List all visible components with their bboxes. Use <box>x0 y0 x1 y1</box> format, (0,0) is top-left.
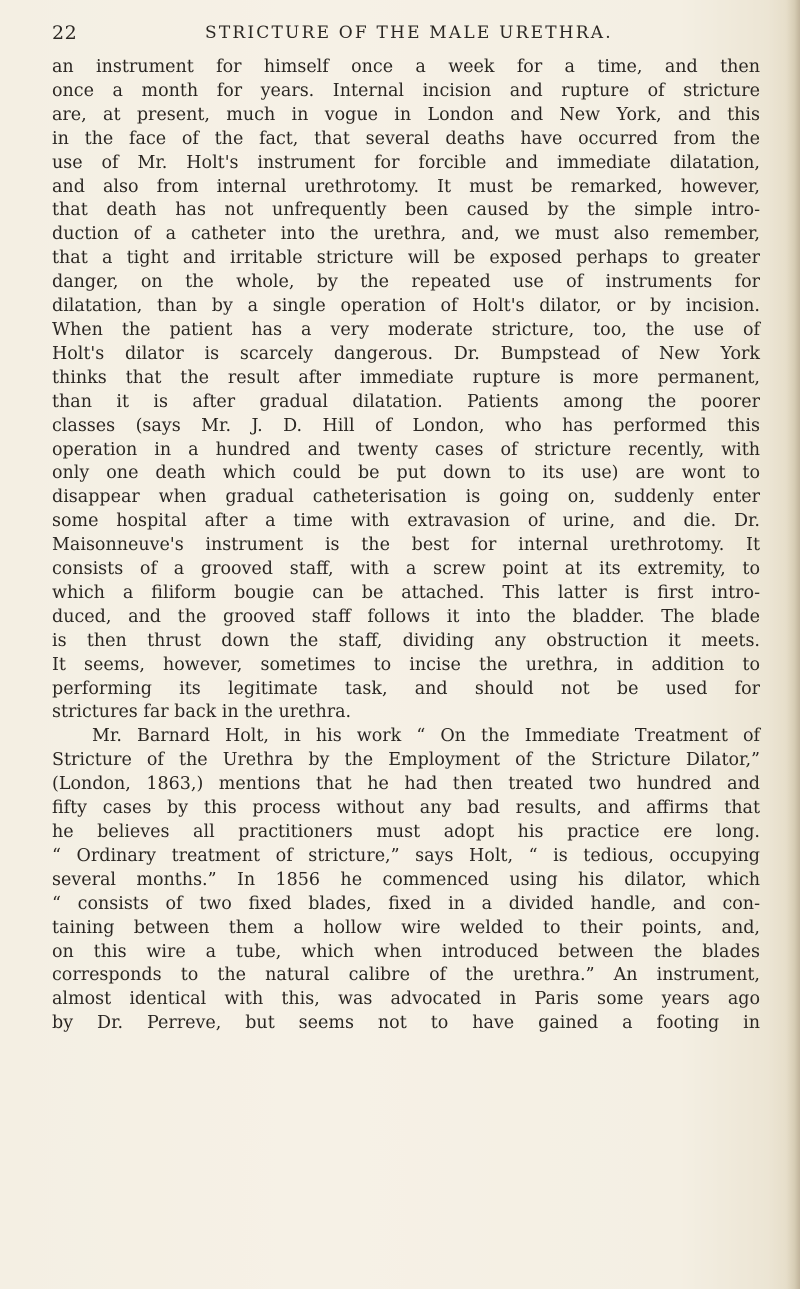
text-line: he believes all practitioners must adopt his practice ere long. <box>52 822 760 842</box>
text-line: classes (says Mr. J. D. Hill of London, who has performed this <box>52 415 760 436</box>
body-text <box>52 56 760 1036</box>
text-line: by Dr. Perreve, but seems not to have gained a footing in <box>52 1013 760 1034</box>
text-line: which a filiform bougie can be attached. This latter is first intro- <box>52 582 760 603</box>
text-line: “ Ordinary treatment of stricture,” says Holt, “ is tedious, occupying <box>52 845 760 866</box>
text-line: duced, and the grooved staff follows it into the bladder. The blade <box>52 606 760 627</box>
paragraph-start-line: Mr. Barnard Holt, in his work “ On the Immediate Treatment of <box>92 726 760 747</box>
text-line: operation in a hundred and twenty cases of stricture recently, with <box>52 439 760 460</box>
text-line: use of Mr. Holt's instrument for forcible and immediate dilatation, <box>52 152 760 173</box>
text-line: It seems, however, sometimes to incise the urethra, in addition to <box>52 654 760 675</box>
text-line: is then thrust down the staff, dividing any obstruction it meets. <box>52 630 760 651</box>
text-line: performing its legitimate task, and should not be used for <box>52 678 760 699</box>
page-header <box>52 22 752 46</box>
text-line: in the face of the fact, that several deaths have occurred from the <box>52 128 760 149</box>
text-line: Holt's dilator is scarcely dangerous. Dr. Bumpstead of New York <box>52 343 760 364</box>
text-line: Maisonneuve's instrument is the best for internal urethrotomy. It <box>52 535 760 556</box>
text-line: only one death which could be put down to its use) are wont to <box>52 463 760 484</box>
text-line: danger, on the whole, by the repeated use of instruments for <box>52 272 760 293</box>
running-title: STRICTURE OF THE MALE URETHRA. <box>205 23 613 43</box>
text-line: several months.” In 1856 he commenced using his dilator, which <box>52 869 760 890</box>
text-line: fifty cases by this process without any bad results, and affirms that <box>52 798 760 819</box>
text-line: disappear when gradual catheterisation is going on, suddenly enter <box>52 487 760 508</box>
text-line: once a month for years. Internal incision and rupture of stricture <box>52 80 760 101</box>
text-line: consists of a grooved staff, with a screw point at its extremity, to <box>52 559 760 580</box>
text-line: that a tight and irritable stricture will be exposed perhaps to greater <box>52 248 760 269</box>
text-line: taining between them a hollow wire welded to their points, and, <box>52 917 760 938</box>
text-line: that death has not unfrequently been caused by the simple intro- <box>52 200 760 221</box>
text-line: When the patient has a very moderate stricture, too, the use of <box>52 319 760 340</box>
text-line: some hospital after a time with extravasion of urine, and die. Dr. <box>52 511 760 532</box>
text-line: almost identical with this, was advocated in Paris some years ago <box>52 989 760 1010</box>
page-edge-shadow <box>786 0 800 1289</box>
text-line: dilatation, than by a single operation of Holt's dilator, or by incision. <box>52 296 760 317</box>
text-line: and also from internal urethrotomy. It must be remarked, however, <box>52 176 760 197</box>
text-line: duction of a catheter into the urethra, and, we must also remember, <box>52 224 760 245</box>
text-line: corresponds to the natural calibre of the urethra.” An instrument, <box>52 965 760 986</box>
text-line: than it is after gradual dilatation. Patients among the poorer <box>52 391 760 412</box>
text-line: (London, 1863,) mentions that he had then treated two hundred and <box>52 774 760 795</box>
text-line: thinks that the result after immediate rupture is more permanent, <box>52 367 760 388</box>
page-number: 22 <box>52 22 78 44</box>
text-line: an instrument for himself once a week for a time, and then <box>52 57 760 77</box>
text-line: “ consists of two fixed blades, fixed in a divided handle, and con- <box>52 893 760 914</box>
text-line: Stricture of the Urethra by the Employment of the Stricture Dilator,” <box>52 750 760 771</box>
paragraph-end-line: strictures far back in the urethra. <box>52 702 352 723</box>
text-line: are, at present, much in vogue in London and New York, and this <box>52 104 760 125</box>
text-line: on this wire a tube, which when introduced between the blades <box>52 941 760 962</box>
